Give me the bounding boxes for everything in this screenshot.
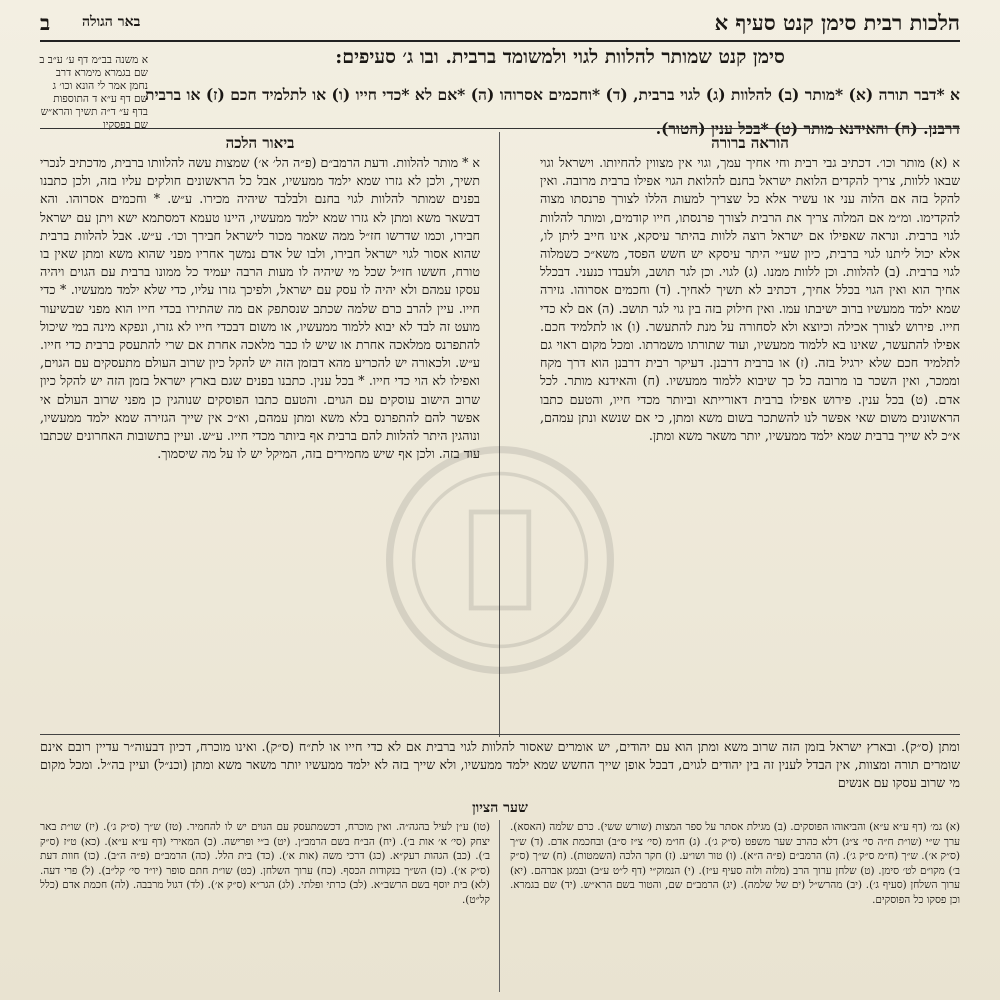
footnotes-right: (א) גמ׳ (דף ע״א ע״א) והביאוהו הפוסקים. (ב) מגילת אסתר על ספר המצות (שורש ששי). כרם שלמה (האסא). ערך ש״י (שו״ת ח״ה סי׳ צ״ג) דלא כהרב שער משפט (ס״ק ג׳). (ג) חו״מ (סי׳ צ״ז ס״ב) ובחכמת אדם. (ד) ש״ך (ס״ק א׳). ש״ך (ח״מ ס״ק ג׳). (ה) הרמב״ם (פ״ה ה״א). (ו) טור ושו״ע. (ז) חקר הלכה (השמטות). (ח) ש״ך (ס״ק ב׳) מקו״ם לט׳ סימן. (ט) שלחן ערוך הרב (מלוה ולוה סעיף ע״ז). (י) הנמוק״י (דף ל״ט ע״ב) ובמגן אברהם. (יא) ערוך השלחן (סעיף ג׳). (יב) מהרש״ל (ים של שלמה). (יג) הרמב״ם שם, והטור בשם הרא״ש. (יד) שם בגמרא. וכן פסקו כל הפוסקים. xyxy=(510,821,960,906)
left-column-text: א * מותר להלוות. ודעת הרמב״ם (פ״ה הל׳ א׳) שמצות עשה להלוותו ברבית, מדכתיב לנכרי תשיך, ולכן לא גזרו שמא ילמד ממעשיו, אבל כל הראשונים חולקים עליו בזה, ולכן כתבנו בפנים שמותר להלוות לגוי בחנם ולבלבד שיהיה מכירו. ע״ש. * וחכמים אסרוהו. והא דבשאר משא ומתן לא גזרו שמא ילמד ממעשיו, היינו טעמא דמסתמא ישא ויתן עם ישראל חבירו, וכמו שדרשו חז״ל ממה שאמר מכור לישראל חבירך וכו׳. ע״ש. אבל להלוות ברבית שהוא אסור לגוי ישראל חבירו, ולבו של אדם נמשך אחריו מפני שהוא משא ומתן שאין בו טורח, חששו חז״ל שכל מי שיהיה לו מעות הרבה יעמיד כל ממונו ברבית עם הגוים ויהיה עסקו עמהם ולא יהיה לו עסק עם ישראל, ולפיכך גזרו עליו, כדי שלא ילמד ממעשיו. * כדי חייו. עיין להרב כרם שלמה שכתב שנסתפק אם מה שהתירו בכדי חייו הוא מפני שבשיעור מועט זה לבד לא יבוא ללמוד ממעשיו, או משום דבכדי חייו לא גזרו, ונפקא מינה במי שיכול להתפרנס ממלאכה אחרת או שיש לו כבר מלאכה אחרת אם שרי להתעסק ברבית כדי חייו. ע״ש. ולכאורה יש להכריע מהא דבזמן הזה יש להקל כיון שרוב העולם מתעסקים עם הגוים, ואפילו לא הוי כדי חייו. * בכל ענין. כתבנו בפנים שגם בארץ ישראל בזמן הזה יש להקל כיון שרוב הישוב עוסקים עם הגוים. והטעם כתבו הפוסקים שנוהגין כן מפני שרוב העולם אי אפשר להם להתפרנס בלא משא ומתן עמהם, וא״כ אין שייך הגזירה שמא ילמד ממעשיו, ונוהגין היתר להלוות להם ברבית אף ביותר מכדי חייו. ע״ש. ועיין בתשובות האחרונים שכתבו עוד בזה. ולכן אף שיש מחמירים בזה, המיקל יש לו על מה שיסמוך. xyxy=(40,155,480,462)
footnotes-divider xyxy=(499,820,500,992)
source-notes: א משנה בב״מ דף ע׳ ע״ב ב שם בגמרא מימרא דרב נחמן אמר לי הונא וכו׳ ג שם דף ע״א ד התוספות בדף ע״ ד״ה תשיך והרא״ש שם בפסקיו xyxy=(39,54,148,131)
header-rule xyxy=(40,40,960,42)
siman-heading: סימן קנט שמותר להלוות לגוי ולמשומד ברבית. ובו ג׳ סעיפים: xyxy=(335,46,785,68)
continuation-paragraph: ומתן (ס״ק). ובארץ ישראל בזמן הזה שרוב משא ומתן הוא עם יהודים, יש אומרים שאסור להלוות לגוי ברבית אם לא כדי חייו או לת״ח (ס״ק). ואינו מוכרח, דכיון דבעוה״ר עדיין רובם אינם שומרים תורה ומצוות, אין הבדל לענין זה בין יהודים לגוים, דבכל אופן שייך החשש שמא ילמד ממעשיו, ולא שייך בזה לא ילמד ממעשיו יותר משאר משא ומתן (וכנ״ל) ועיין בה״ל. ומכל מקום מי שרוב עסקו עם אנשים xyxy=(40,739,960,791)
footnotes-title: שער הציון xyxy=(472,800,528,816)
right-column-text: א (א) מותר וכו׳. דכתיב גבי רבית וחי אחיך עמך, וגוי אין מצווין להחיותו. וישראל וגוי שבאו ללוות, צריך להקדים הלואת ישראל בחנם להלואת הגוי אפילו ברבית מרובה. ואין להקל בזה אם הלוה עני או עשיר אלא כל שצריך למעות הללו לצורך פרנסתו מצוה להקדימו. ומ״מ אם המלוה צריך את הרבית לצורך פרנסתו, חייו קודמים, ומותר להלוות לגוי ברבית. ונראה שאפילו אם ישראל רוצה ללוות בהיתר עיסקא, אינו חייב ליתן לו, אלא יכול ליתנו לגוי ברבית, כיון שע״י היתר עיסקא יש חשש הפסד, משא״כ כשמלוה לגוי ברבית. (ב) להלוות. וכן ללוות ממנו. (ג) לגוי. וכן לגר תושב, ולעבדו כנעני. דבכלל אחיך הוא ואין הגוי בכלל אחיך, דכתיב לא תשיך לאחיך. (ד) וחכמים אסרוהו. גזירה שמא ילמד ממעשיו ברוב ישיבתו עמו. ואין חילוק בזה בין גוי לגר תושב. (ה) אם לא כדי חייו. פירוש לצורך אכילה וכיוצא ולא לסחורה על מנת להתעשר. (ו) או לתלמיד חכם. אפילו להתעשר, שאינו בא ללמוד ממעשיו, ועוד שתורתו משמרתו. ומכל מקום ראוי גם לתלמיד חכם שלא ירגיל בזה. (ז) או ברבית דרבנן. דעיקר רבית דרבנן הוא דרך מקח וממכר, ואין השכר בו מרובה כל כך שיבוא ללמוד ממעשיו. (ח) והאידנא מותר. לכל אדם. (ט) בכל ענין. פירוש אפילו ברבית דאורייתא וביותר מכדי חייו, והטעם כתבו הראשונים משום שאי אפשר לנו להשתכר בשום משא ומתן, כי אם שנשא ונתן עמהם, א״כ לא שייך ברבית שמא ילמד ממעשיו, יותר משאר משא ומתן. xyxy=(540,155,960,444)
page-number: ב xyxy=(40,10,51,35)
side-column-label: באר הגולה xyxy=(82,14,141,30)
watermark-emblem xyxy=(380,440,620,680)
running-header xyxy=(40,10,960,40)
left-column-title: ביאור הלכה xyxy=(225,134,295,152)
bottom-rule xyxy=(40,734,960,735)
page-title: הלכות רבית סימן קנט סעיף א xyxy=(714,10,960,35)
section-rule xyxy=(40,128,960,129)
footnotes-left: (טו) ע״ן לעיל בהגה״ה. ואין מוכרח, דכשמתעסק עם הגוים יש לו להחמיר. (טז) ש״ך (ס״ק ג׳). (יז) שו״ת באר יצחק (סי׳ א׳ אות ב׳). (יח) הב״ח בשם הרמב״ן. (יט) ב״י ופרישה. (כ) המאירי (דף ע״א ע״א). (כא) ט״ז (ס״ק ב׳). (כב) הגהות רעק״א. (כג) דרכי משה (אות א׳). (כד) בית הלל. (כה) הרמב״ם (פ״ה ה״ב). (כו) חוות דעת (ס״ק א׳). (כז) הש״ך בנקודות הכסף. (כח) ערוך השלחן. (כט) שו״ת חתם סופר (יו״ד סי׳ קל״ב). (ל) פרי דעה. (לא) בית יוסף בשם הרשב״א. (לב) כרתי ופלתי. (לג) הגר״א (ס״ק א׳). (לד) דגול מרבבה. (לה) חכמת אדם (כלל קל״ט). xyxy=(40,821,490,906)
right-column-title: הוראה ברורה xyxy=(711,134,789,152)
siman-text: א *דבר תורה (א) *מותר (ב) להלוות (ג) לגוי ברבית, (ד) *וחכמים אסרוהו (ה) *אם לא *כדי חייו (ו) או לתלמיד חכם (ז) או ברבית דרבנן. (ח) והאידנא מותר (ט) *בכל ענין (הטור). xyxy=(145,85,960,138)
